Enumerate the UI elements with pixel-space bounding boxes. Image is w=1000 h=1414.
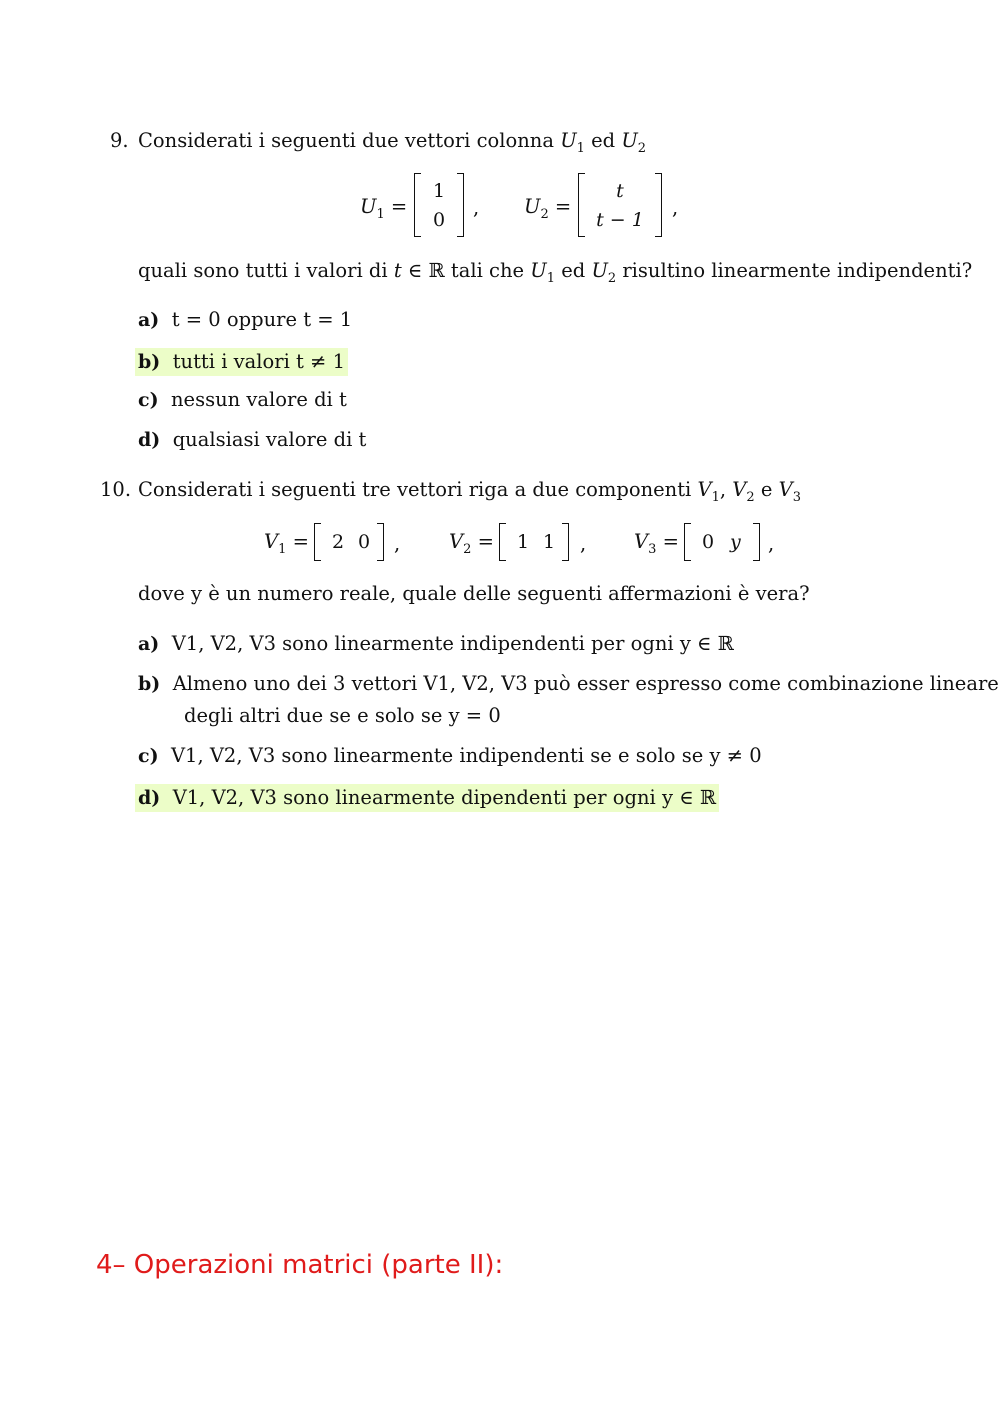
u2-matrix <box>578 173 662 239</box>
u2-entry-1: t <box>616 180 624 202</box>
u1-entry-1: 1 <box>432 180 446 202</box>
q10-question: dove y è un numero reale, quale delle seguenti affermazioni è vera? <box>138 582 810 605</box>
q9-option-d[interactable]: d) qualsiasi valore di t <box>138 428 367 451</box>
v2-matrix <box>499 523 569 563</box>
q9-question: quali sono tutti i valori di t ∈ ℝ tali che $U_1$ ed $U_2$ risultino linearmente indipendenti? <box>138 259 973 286</box>
q10-option-b-continuation: degli altri due se e solo se y = 0 <box>184 704 501 727</box>
q9-intro-line: Considerati i seguenti due vettori colonna $U_1$ ed $U_2$ <box>138 129 647 156</box>
q9-option-b[interactable]: b) tutti i valori t ≠ 1 <box>135 348 348 376</box>
u1-entry-2: 0 <box>432 209 446 231</box>
q9-option-c[interactable]: c) nessun valore di t <box>138 388 347 411</box>
v2-entry-1: 1 <box>517 531 530 553</box>
q9-option-a[interactable]: a) t = 0 oppure t = 1 <box>138 308 353 331</box>
q10-intro-line: Considerati i seguenti tre vettori riga a due componenti $V_1$, $V_2$ e $V_3$ <box>138 478 801 505</box>
q10-option-c[interactable]: c) V1, V2, V3 sono linearmente indipendenti se e solo se y ≠ 0 <box>138 744 762 767</box>
v3-matrix <box>684 523 760 563</box>
v1-matrix <box>314 523 384 563</box>
q10-option-a[interactable]: a) V1, V2, V3 sono linearmente indipendenti per ogni y ∈ ℝ <box>138 632 734 655</box>
v3-entry-2: y <box>730 531 741 553</box>
v2-entry-2: 1 <box>543 531 556 553</box>
q9-intro: Considerati i seguenti due vettori colonna <box>138 129 554 152</box>
v3-entry-1: 0 <box>702 531 715 553</box>
q10-intro: Considerati i seguenti tre vettori riga a due componenti <box>138 478 692 501</box>
v1-symbol: $V_1$ = <box>264 530 309 557</box>
v1-entry-1: 2 <box>332 531 345 553</box>
q9-number: 9. <box>110 129 129 152</box>
u1-symbol: $U_1$ = <box>360 195 408 222</box>
v1-entry-2: 0 <box>358 531 371 553</box>
v2-symbol: $V_2$ = <box>449 530 494 557</box>
u2-entry-2: t − 1 <box>596 209 644 231</box>
q10-option-b[interactable]: b) Almeno uno dei 3 vettori V1, V2, V3 può esser espresso come combinazione lineare <box>138 672 999 695</box>
q10-option-d[interactable]: d) V1, V2, V3 sono linearmente dipendenti per ogni y ∈ ℝ <box>135 784 719 812</box>
u2-symbol: $U_2$ = <box>524 195 572 222</box>
q10-number: 10. <box>100 478 132 501</box>
u1-matrix <box>414 173 464 239</box>
section-heading: 4– Operazioni matrici (parte II): <box>96 1250 504 1280</box>
v3-symbol: $V_3$ = <box>634 530 679 557</box>
